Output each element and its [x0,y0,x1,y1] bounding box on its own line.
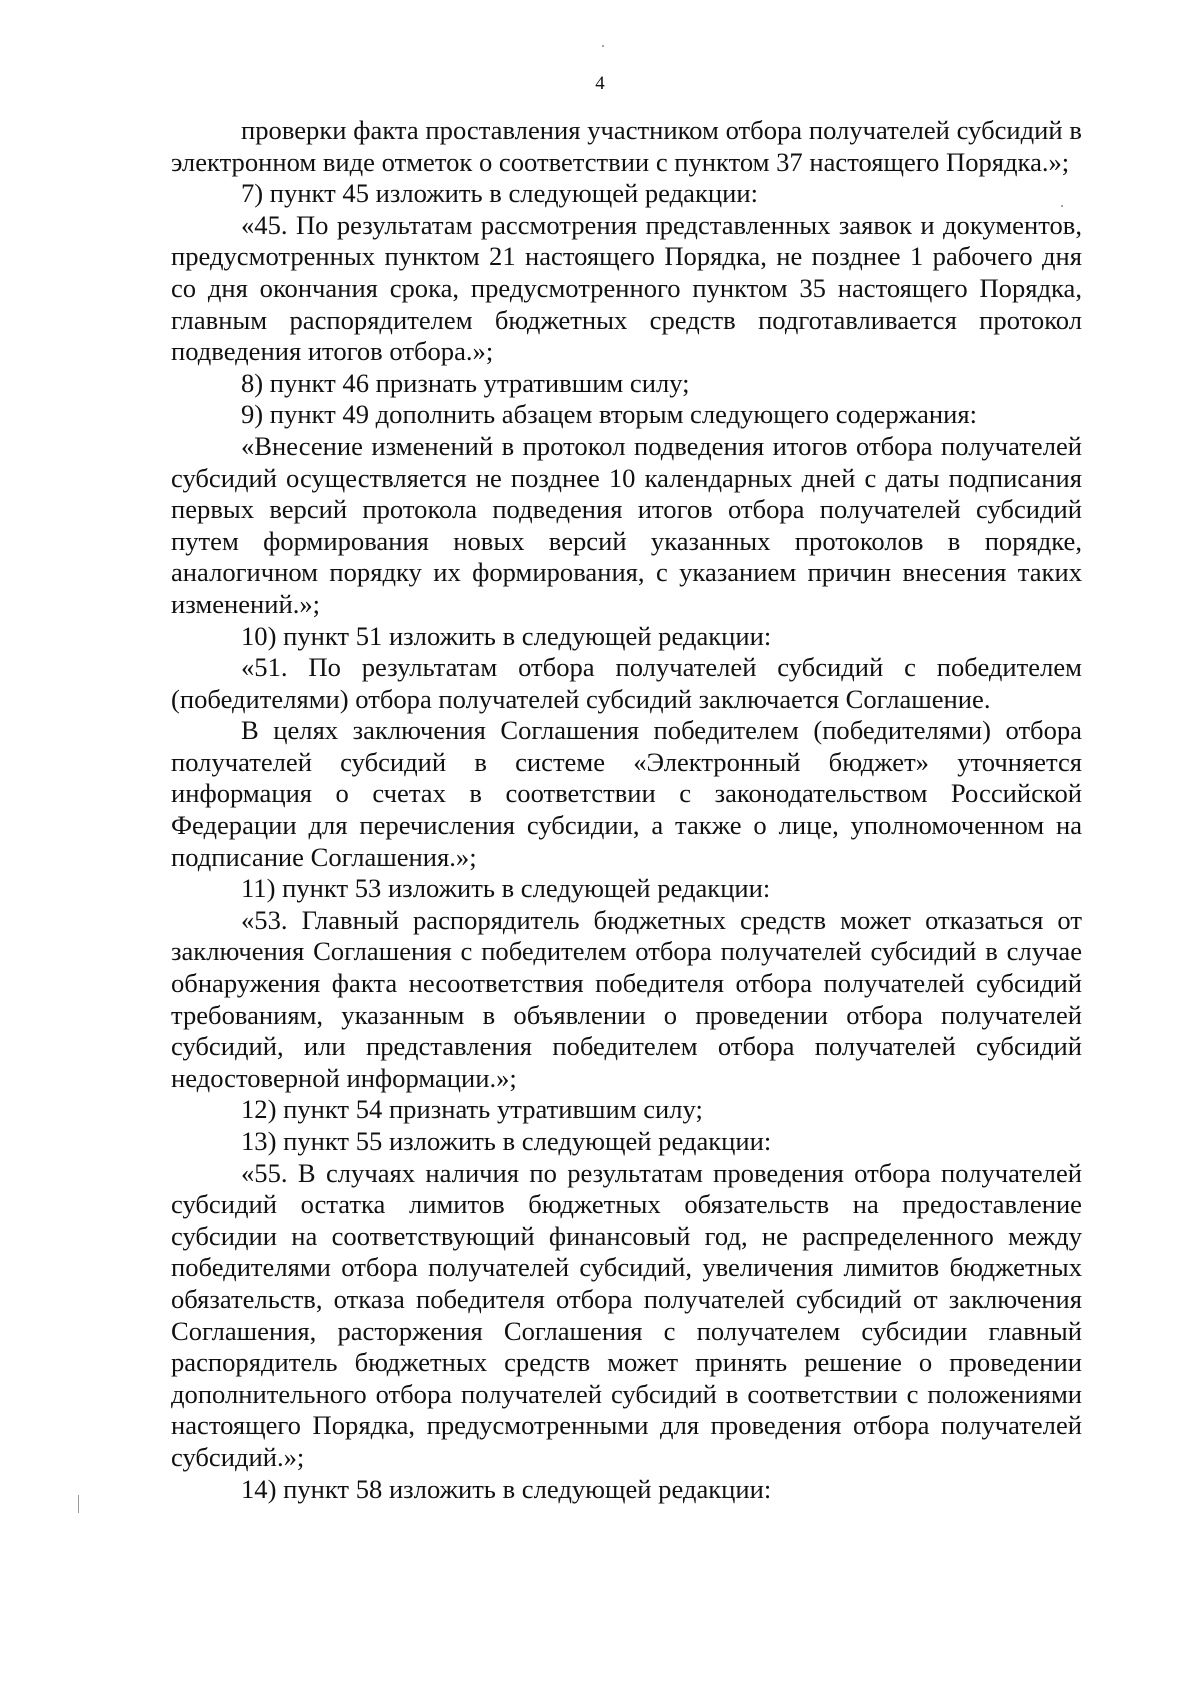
paragraph-item-12: 12) пункт 54 признать утратившим силу; [241,1094,703,1125]
paragraph-item-9: 9) пункт 49 дополнить абзацем вторым следующего содержания: [241,399,977,430]
paragraph-continuation: проверки факта проставления участником отбора получателей субсидий в электронном виде отметок о соответствии с пунктом 37 настоящего Порядка.»; [171,115,1082,177]
paragraph-clause-51: «51. По результатам отбора получателей субсидий с победителем (победителями) отбора получателей субсидий заключается Соглашение. [171,652,1082,714]
paragraph-item-13: 13) пункт 55 изложить в следующей редакции: [241,1126,772,1156]
paragraph-clause-45: «45. По результатам рассмотрения представленных заявок и документов, предусмотренных пунктом 21 настоящего Порядка, не позднее 1 рабочего дня со дня окончания срока, предусмотренного пунктом 35 настоящего Порядка, главным распорядителем бюджетных средств подготавливается протокол подведения итогов отбора.»; [171,209,1082,367]
paragraph-clause-55: «55. В случаях наличия по результатам проведения отбора получателей субсидий остатка лимитов бюджетных обязательств на предоставление субсидии на соответствующий финансовый год, не распределенного между победителями отбора получателей субсидий, увеличения лимитов бюджетных обязательств, отказа победителя отбора получателей субсидий от заключения Соглашения, расторжения Соглашения с получателем субсидии главный распорядитель бюджетных средств может принять решение о проведении дополнительного отбора получателей субсидий в соответствии с положениями настоящего Порядка, предусмотренными для проведения отбора получателей субсидий.»; [171,1157,1082,1472]
paragraph-clause-53: «53. Главный распорядитель бюджетных средств может отказаться от заключения Соглашения с победителем отбора получателей субсидий в случае обнаружения факта несоответствия победителя отбора получателей субсидий требованиям, указанным в объявлении о проведении отбора получателей субсидий, или представления победителем отбора получателей субсидий недостоверной информации.»; [171,904,1082,1093]
page-number: 4 [595,73,605,94]
paragraph-clause-51-second: В целях заключения Соглашения победителем (победителями) отбора получателей субсидий в системе «Электронный бюджет» уточняется информация о счетах в соответствии с законодательством Российской Федерации для перечисления субсидии, а также о лице, уполномоченном на подписание Соглашения.»; [171,715,1082,872]
paragraph-clause-49-addition: «Внесение изменений в протокол подведения итогов отбора получателей субсидий осуществляется не позднее 10 календарных дней с даты подписания первых версий протокола подведения итогов отбора получателей субсидий путем формирования новых версий указанных протоколов в порядке, аналогичном порядку их формирования, с указанием причин внесения таких изменений.»; [171,430,1082,619]
paragraph-item-14: 14) пункт 58 изложить в следующей редакции: [241,1473,772,1504]
paragraph-item-8: 8) пункт 46 признать утратившим силу; [241,367,690,398]
scan-speck [602,45,604,47]
document-body [171,115,1082,1505]
paragraph-item-11: 11) пункт 53 изложить в следующей редакции: [241,873,771,904]
scan-margin-mark [78,1495,79,1513]
paragraph-item-7: 7) пункт 45 изложить в следующей редакции: [241,178,758,209]
paragraph-item-10: 10) пункт 51 изложить в следующей редакции: [241,620,772,651]
